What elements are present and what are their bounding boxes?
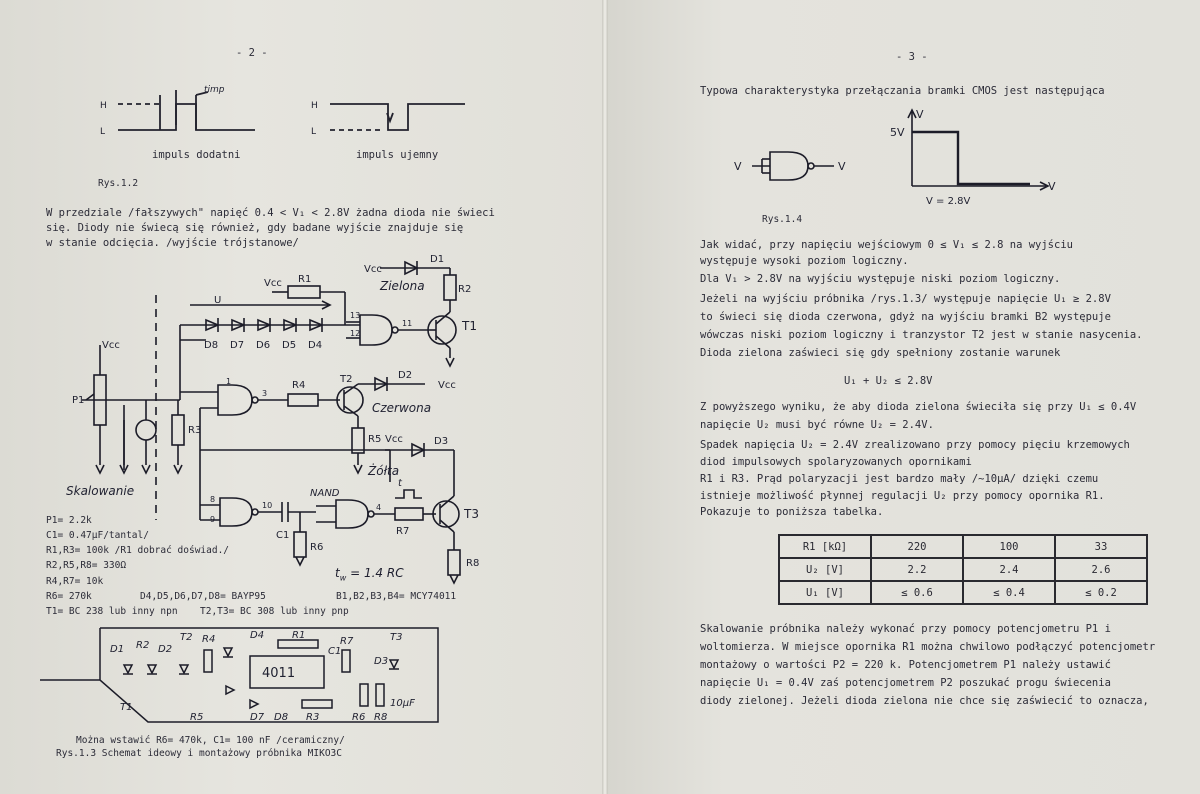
pulse-timing-diagram — [0, 0, 600, 180]
label-r7: R7 — [396, 526, 410, 537]
para3-line1: Skalowanie próbnika należy wykonać przy pomocy potencjometru P1 i — [700, 623, 1111, 635]
label-d1: D1 — [430, 254, 445, 265]
para-r1: Jak widać, przy napięciu wejściowym 0 ≤ V₁ ≤ 2.8 na wyjściu — [700, 239, 1073, 251]
label-t3: T3 — [464, 507, 479, 521]
table-cell: ≤ 0.6 — [871, 581, 963, 604]
axis-vo: V — [916, 108, 924, 121]
gate-vi: V — [734, 160, 742, 173]
part-t2-t3: T2,T3= BC 308 lub inny pnp — [200, 606, 349, 617]
part-p1: P1= 2.2k — [46, 515, 92, 526]
pcb-r7: R7 — [340, 636, 354, 647]
pin-3: 3 — [262, 389, 268, 398]
cmos-transfer-diagram — [730, 104, 1090, 214]
table-cell: 2.4 — [963, 558, 1055, 581]
label-vcc-d2: Vcc — [438, 380, 456, 391]
pcb-t1: T1 — [120, 702, 133, 713]
table-cell: ≤ 0.4 — [963, 581, 1055, 604]
pulse-negative-label: impuls ujemny — [356, 149, 439, 161]
table-cell: ≤ 0.2 — [1055, 581, 1147, 604]
para3-line4: napięcie U₁ = 0.4V zaś potencjometrem P2 poszukać progu świecenia — [700, 677, 1111, 689]
pulse-positive-label: impuls dodatni — [152, 149, 241, 161]
para1-line2: się. Diody nie świecą się również, gdy badane wyjście znajduje się — [46, 222, 464, 234]
figure-1-2-caption: Rys.1.2 — [98, 178, 139, 189]
label-tw: t — [398, 478, 402, 489]
para-r7: Dioda zielona zaświeci się gdy spełniony zostanie warunek — [700, 347, 1061, 359]
equation: U₁ + U₂ ≤ 2.8V — [844, 375, 933, 387]
table-cell: 220 — [871, 535, 963, 558]
timing-label: timp — [204, 85, 225, 95]
label-vcc-r1: Vcc — [264, 278, 282, 289]
para-r5: to świeci się dioda czerwona, gdyż na wyjściu bramki B2 występuje — [700, 311, 1111, 323]
label-p1: P1 — [72, 395, 85, 406]
axis-vih: V = 2.8V — [926, 196, 971, 207]
label-r4: R4 — [292, 380, 306, 391]
pcb-cap: 10μF — [390, 698, 415, 709]
label-d5: D5 — [282, 340, 297, 351]
label-vcc-d3: Vcc — [385, 434, 403, 445]
para2-line4: diod impulsowych spolaryzowanych opornikami — [700, 456, 972, 468]
label-d8: D8 — [204, 340, 219, 351]
page-number-right: - 3 - — [896, 51, 928, 63]
table-cell: 33 — [1055, 535, 1147, 558]
label-r3: R3 — [188, 425, 202, 436]
pin-11: 11 — [402, 319, 413, 328]
label-r1: R1 — [298, 274, 312, 285]
label-nand: NAND — [310, 488, 340, 499]
note-substitution: Można wstawić R6= 470k, C1= 100 nF /ceramiczny/ — [76, 735, 345, 746]
para3-line3: montażowy o wartości P2 = 220 k. Potencjometrem P1 należy ustawić — [700, 659, 1111, 671]
figure-1-3-caption: Rys.1.3 Schemat ideowy i montażowy próbnika MIKO3C — [56, 748, 342, 759]
timing-h-left: H — [100, 101, 107, 111]
table-row — [779, 558, 1147, 581]
pin-8: 8 — [210, 495, 216, 504]
para2-line3: Spadek napięcia U₂ = 2.4V zrealizowano przy pomocy pięciu krzemowych — [700, 439, 1130, 451]
table-cell: 2.6 — [1055, 558, 1147, 581]
formula-tw: $t_w = 1.4$ RC — [335, 566, 404, 583]
label-d3: D3 — [434, 436, 449, 447]
para1-line1: W przedziale /fałszywych" napięć 0.4 < V₁ < 2.8V żadna dioda nie świeci — [46, 207, 495, 219]
pin-1: 1 — [226, 377, 232, 386]
table-row — [779, 581, 1147, 604]
para3-line5: diody zielonej. Jeżeli dioda zielona nie chce się zaświecić to oznacza, — [700, 695, 1149, 707]
label-d6: D6 — [256, 340, 271, 351]
para2-line6: istnieje możliwość płynnej regulacji U₂ przy pomocy opornika R1. — [700, 490, 1105, 502]
para3-line2: woltomierza. W miejsce opornika R1 można chwilowo podłączyć potencjometr — [700, 641, 1156, 653]
pin-10: 10 — [262, 501, 273, 510]
label-r6: R6 — [310, 542, 324, 553]
timing-l-left: L — [100, 127, 106, 137]
label-r5: R5 — [368, 434, 382, 445]
pcb-t3: T3 — [390, 632, 403, 643]
pcb-d7: D7 — [250, 712, 265, 723]
label-t1: T1 — [462, 319, 477, 333]
axis-vi: V — [1048, 180, 1056, 193]
para2-line2: napięcie U₂ musi być równe U₂ = 2.4V. — [700, 419, 934, 431]
pcb-r2: R2 — [136, 640, 150, 651]
timing-l-right: L — [311, 127, 317, 137]
pcb-r1: R1 — [292, 630, 306, 641]
para-r2: występuje wysoki poziom logiczny. — [700, 255, 909, 267]
part-diodes: D4,D5,D6,D7,D8= BAYP95 — [140, 591, 266, 602]
label-vcc-d1: Vcc — [364, 264, 382, 275]
formula-tw-value: = 1.4 RC — [350, 566, 404, 580]
part-r6: R6= 270k — [46, 591, 92, 602]
part-t1: T1= BC 238 lub inny npn — [46, 606, 178, 617]
pin-4: 4 — [376, 503, 382, 512]
pcb-layout — [40, 620, 460, 740]
pcb-d1: D1 — [110, 644, 125, 655]
label-czerwona: Czerwona — [372, 401, 432, 415]
label-d4: D4 — [308, 340, 323, 351]
pcb-r6: R6 — [352, 712, 366, 723]
pcb-r5: R5 — [190, 712, 204, 723]
label-t2: T2 — [340, 374, 353, 385]
para2-line7: Pokazuje to poniższa tabelka. — [700, 506, 884, 518]
gate-vo: V — [838, 160, 846, 173]
table-cell: U₁ [V] — [779, 581, 871, 604]
pin-9: 9 — [210, 515, 216, 524]
label-d2: D2 — [398, 370, 413, 381]
pcb-d2: D2 — [158, 644, 173, 655]
pcb-ic-label: 4011 — [262, 666, 296, 681]
pcb-c1: C1 — [328, 646, 342, 657]
table-cell: U₂ [V] — [779, 558, 871, 581]
label-vcc-p1: Vcc — [102, 340, 120, 351]
part-c1: C1= 0.47μF/tantal/ — [46, 530, 149, 541]
r1-values-table — [778, 534, 1148, 605]
pin-13: 13 — [350, 311, 361, 320]
pcb-r8: R8 — [374, 712, 388, 723]
label-d7: D7 — [230, 340, 245, 351]
para1-line3: w stanie odcięcia. /wyjście trójstanowe/ — [46, 237, 299, 249]
label-ud: U — [214, 295, 222, 306]
part-gates: B1,B2,B3,B4= MCY74011 — [336, 591, 457, 602]
table-cell: R1 [kΩ] — [779, 535, 871, 558]
intro-line: Typowa charakterystyka przełączania bramki CMOS jest następująca — [700, 85, 1105, 97]
pcb-d4: D4 — [250, 630, 265, 641]
para-r3: Dla V₁ > 2.8V na wyjściu występuje niski poziom logiczny. — [700, 273, 1061, 285]
axis-5v: 5V — [890, 126, 905, 139]
pcb-d3: D3 — [374, 656, 389, 667]
label-skalowanie: Skalowanie — [66, 484, 135, 498]
label-r2: R2 — [458, 284, 472, 295]
table-cell: 2.2 — [871, 558, 963, 581]
part-r2-r5-r8: R2,R5,R8= 330Ω — [46, 560, 127, 571]
para-r4: Jeżeli na wyjściu próbnika /rys.1.3/ występuje napięcie U₁ ≥ 2.8V — [700, 293, 1111, 305]
label-r8: R8 — [466, 558, 480, 569]
timing-h-right: H — [311, 101, 318, 111]
table-cell: 100 — [963, 535, 1055, 558]
pcb-r3: R3 — [306, 712, 320, 723]
pin-12: 12 — [350, 329, 361, 338]
pcb-d8: D8 — [274, 712, 289, 723]
part-r1-r3: R1,R3= 100k /R1 dobrać doświad./ — [46, 545, 230, 556]
label-zolta: Żółta — [368, 464, 400, 478]
table-row — [779, 535, 1147, 558]
para2-line5: R1 i R3. Prąd polaryzacji jest bardzo mały /~10μA/ dzięki czemu — [700, 473, 1099, 485]
label-c1: C1 — [276, 530, 290, 541]
para2-line1: Z powyższego wyniku, że aby dioda zielona świeciła się przy U₁ ≤ 0.4V — [700, 401, 1137, 413]
page-number-left: - 2 - — [236, 47, 268, 59]
part-r4-r7: R4,R7= 10k — [46, 576, 104, 587]
figure-1-4-caption: Rys.1.4 — [762, 214, 803, 225]
para-r6: wówczas niski poziom logiczny i tranzystor T2 jest w stanie nasycenia. — [700, 329, 1143, 341]
label-zielona: Zielona — [380, 279, 425, 293]
pcb-r4: R4 — [202, 634, 216, 645]
pcb-t2: T2 — [180, 632, 193, 643]
